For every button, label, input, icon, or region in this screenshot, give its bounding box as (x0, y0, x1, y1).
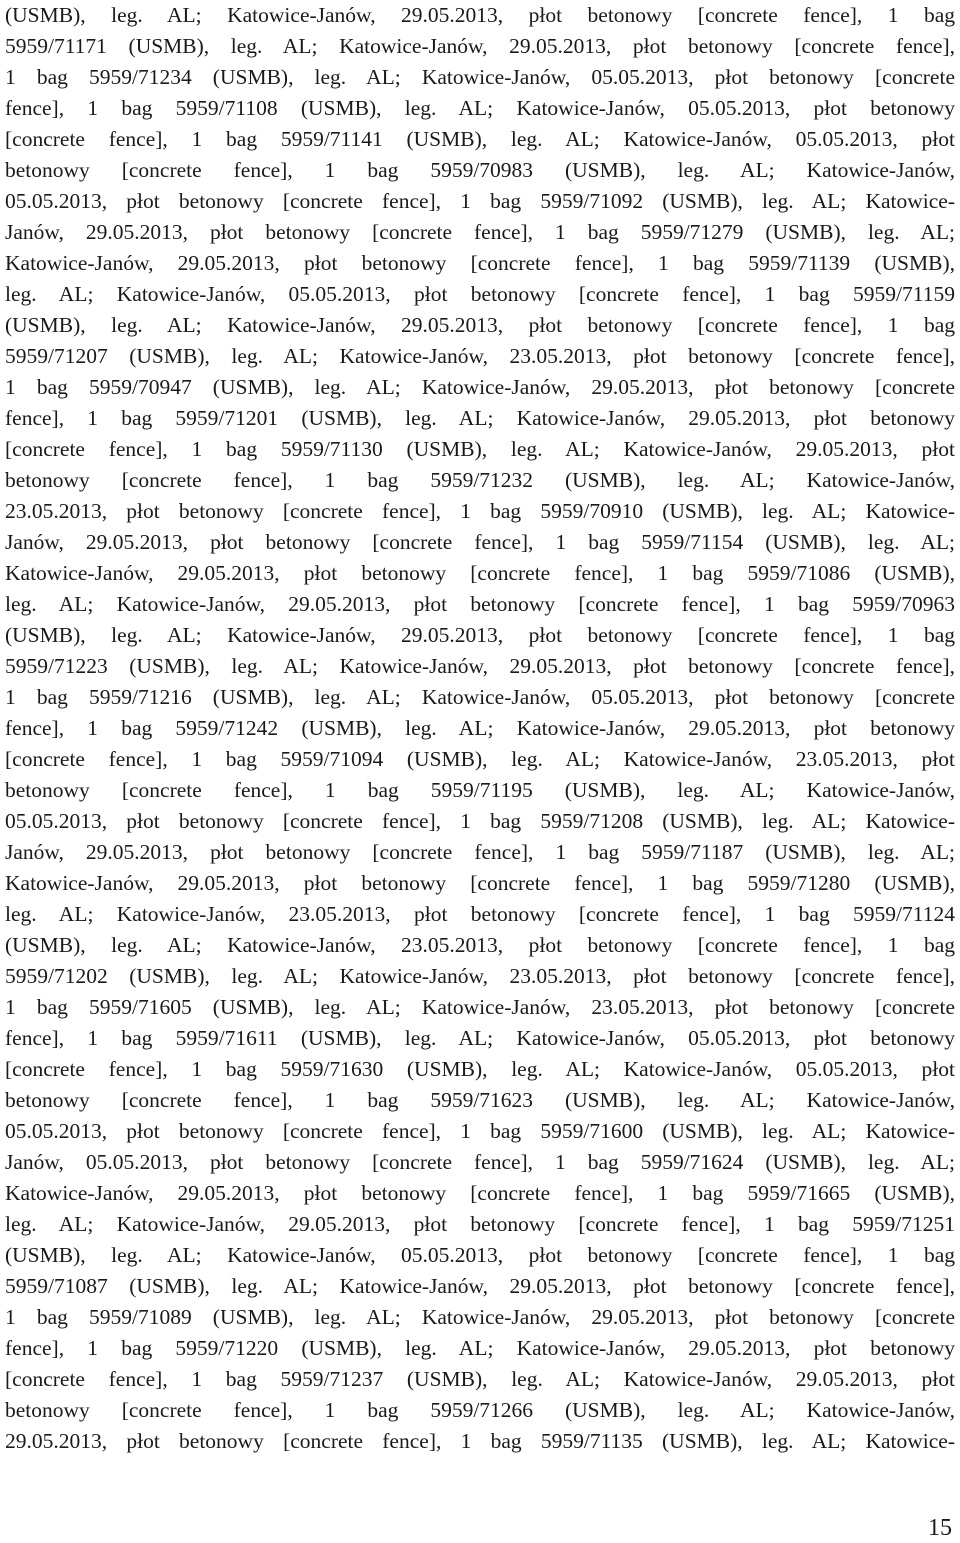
text-line: [concrete fence], 1 bag 5959/71130 (USMB), leg. AL; Katowice-Janów, 29.05.2013, płot (5, 437, 955, 461)
text-line: 1 bag 5959/71605 (USMB), leg. AL; Katowice-Janów, 23.05.2013, płot betonowy [concrete (5, 995, 955, 1019)
text-line: Katowice-Janów, 29.05.2013, płot betonowy [concrete fence], 1 bag 5959/71665 (USMB), (5, 1181, 955, 1205)
text-line: fence], 1 bag 5959/71108 (USMB), leg. AL; Katowice-Janów, 05.05.2013, płot betonowy (5, 96, 955, 120)
body-text (5, 0, 955, 1457)
text-line: 1 bag 5959/70947 (USMB), leg. AL; Katowice-Janów, 29.05.2013, płot betonowy [concrete (5, 375, 955, 399)
text-line: fence], 1 bag 5959/71242 (USMB), leg. AL; Katowice-Janów, 29.05.2013, płot betonowy (5, 716, 955, 740)
text-line: betonowy [concrete fence], 1 bag 5959/71195 (USMB), leg. AL; Katowice-Janów, (5, 778, 955, 802)
text-line: 5959/71171 (USMB), leg. AL; Katowice-Janów, 29.05.2013, płot betonowy [concrete fence], (5, 34, 955, 58)
text-line: 05.05.2013, płot betonowy [concrete fence], 1 bag 5959/71208 (USMB), leg. AL; Katowice- (5, 809, 955, 833)
text-line: 1 bag 5959/71234 (USMB), leg. AL; Katowice-Janów, 05.05.2013, płot betonowy [concrete (5, 65, 955, 89)
text-line: 5959/71202 (USMB), leg. AL; Katowice-Janów, 23.05.2013, płot betonowy [concrete fence], (5, 964, 955, 988)
text-line: [concrete fence], 1 bag 5959/71237 (USMB), leg. AL; Katowice-Janów, 29.05.2013, płot (5, 1367, 955, 1391)
text-line: leg. AL; Katowice-Janów, 29.05.2013, płot betonowy [concrete fence], 1 bag 5959/71251 (5, 1212, 955, 1236)
text-line: [concrete fence], 1 bag 5959/71094 (USMB), leg. AL; Katowice-Janów, 23.05.2013, płot (5, 747, 955, 771)
text-line: 05.05.2013, płot betonowy [concrete fence], 1 bag 5959/71092 (USMB), leg. AL; Katowice- (5, 189, 955, 213)
text-line: 1 bag 5959/71089 (USMB), leg. AL; Katowice-Janów, 29.05.2013, płot betonowy [concrete (5, 1305, 955, 1329)
text-line: [concrete fence], 1 bag 5959/71630 (USMB), leg. AL; Katowice-Janów, 05.05.2013, płot (5, 1057, 955, 1081)
text-line: betonowy [concrete fence], 1 bag 5959/70983 (USMB), leg. AL; Katowice-Janów, (5, 158, 955, 182)
text-line: 5959/71087 (USMB), leg. AL; Katowice-Janów, 29.05.2013, płot betonowy [concrete fence], (5, 1274, 955, 1298)
text-line: Katowice-Janów, 29.05.2013, płot betonowy [concrete fence], 1 bag 5959/71139 (USMB), (5, 251, 955, 275)
text-line: fence], 1 bag 5959/71220 (USMB), leg. AL; Katowice-Janów, 29.05.2013, płot betonowy (5, 1336, 955, 1360)
text-line: 1 bag 5959/71216 (USMB), leg. AL; Katowice-Janów, 05.05.2013, płot betonowy [concrete (5, 685, 955, 709)
page-number: 15 (928, 1515, 952, 1541)
text-line: Janów, 29.05.2013, płot betonowy [concrete fence], 1 bag 5959/71187 (USMB), leg. AL; (5, 840, 955, 864)
text-line: (USMB), leg. AL; Katowice-Janów, 23.05.2013, płot betonowy [concrete fence], 1 bag (5, 933, 955, 957)
text-line: fence], 1 bag 5959/71611 (USMB), leg. AL; Katowice-Janów, 05.05.2013, płot betonowy (5, 1026, 955, 1050)
text-line: 5959/71223 (USMB), leg. AL; Katowice-Janów, 29.05.2013, płot betonowy [concrete fence], (5, 654, 955, 678)
text-line: 05.05.2013, płot betonowy [concrete fence], 1 bag 5959/71600 (USMB), leg. AL; Katowice- (5, 1119, 955, 1143)
text-line: [concrete fence], 1 bag 5959/71141 (USMB), leg. AL; Katowice-Janów, 05.05.2013, płot (5, 127, 955, 151)
text-line: (USMB), leg. AL; Katowice-Janów, 29.05.2013, płot betonowy [concrete fence], 1 bag (5, 3, 955, 27)
text-line: 23.05.2013, płot betonowy [concrete fence], 1 bag 5959/70910 (USMB), leg. AL; Katowice- (5, 499, 955, 523)
text-line: betonowy [concrete fence], 1 bag 5959/71232 (USMB), leg. AL; Katowice-Janów, (5, 468, 955, 492)
text-line: leg. AL; Katowice-Janów, 23.05.2013, płot betonowy [concrete fence], 1 bag 5959/71124 (5, 902, 955, 926)
text-line: leg. AL; Katowice-Janów, 05.05.2013, płot betonowy [concrete fence], 1 bag 5959/71159 (5, 282, 955, 306)
text-line: 29.05.2013, płot betonowy [concrete fence], 1 bag 5959/71135 (USMB), leg. AL; Katowice- (5, 1429, 955, 1453)
text-line: Janów, 05.05.2013, płot betonowy [concrete fence], 1 bag 5959/71624 (USMB), leg. AL; (5, 1150, 955, 1174)
text-line: betonowy [concrete fence], 1 bag 5959/71623 (USMB), leg. AL; Katowice-Janów, (5, 1088, 955, 1112)
text-line: fence], 1 bag 5959/71201 (USMB), leg. AL; Katowice-Janów, 29.05.2013, płot betonowy (5, 406, 955, 430)
text-line: Janów, 29.05.2013, płot betonowy [concrete fence], 1 bag 5959/71279 (USMB), leg. AL; (5, 220, 955, 244)
text-line: 5959/71207 (USMB), leg. AL; Katowice-Janów, 23.05.2013, płot betonowy [concrete fence], (5, 344, 955, 368)
text-line: (USMB), leg. AL; Katowice-Janów, 29.05.2013, płot betonowy [concrete fence], 1 bag (5, 623, 955, 647)
text-line: (USMB), leg. AL; Katowice-Janów, 29.05.2013, płot betonowy [concrete fence], 1 bag (5, 313, 955, 337)
text-line: (USMB), leg. AL; Katowice-Janów, 05.05.2013, płot betonowy [concrete fence], 1 bag (5, 1243, 955, 1267)
text-line: Katowice-Janów, 29.05.2013, płot betonowy [concrete fence], 1 bag 5959/71280 (USMB), (5, 871, 955, 895)
text-line: Katowice-Janów, 29.05.2013, płot betonowy [concrete fence], 1 bag 5959/71086 (USMB), (5, 561, 955, 585)
text-line: Janów, 29.05.2013, płot betonowy [concrete fence], 1 bag 5959/71154 (USMB), leg. AL; (5, 530, 955, 554)
text-line: leg. AL; Katowice-Janów, 29.05.2013, płot betonowy [concrete fence], 1 bag 5959/70963 (5, 592, 955, 616)
text-line: betonowy [concrete fence], 1 bag 5959/71266 (USMB), leg. AL; Katowice-Janów, (5, 1398, 955, 1422)
